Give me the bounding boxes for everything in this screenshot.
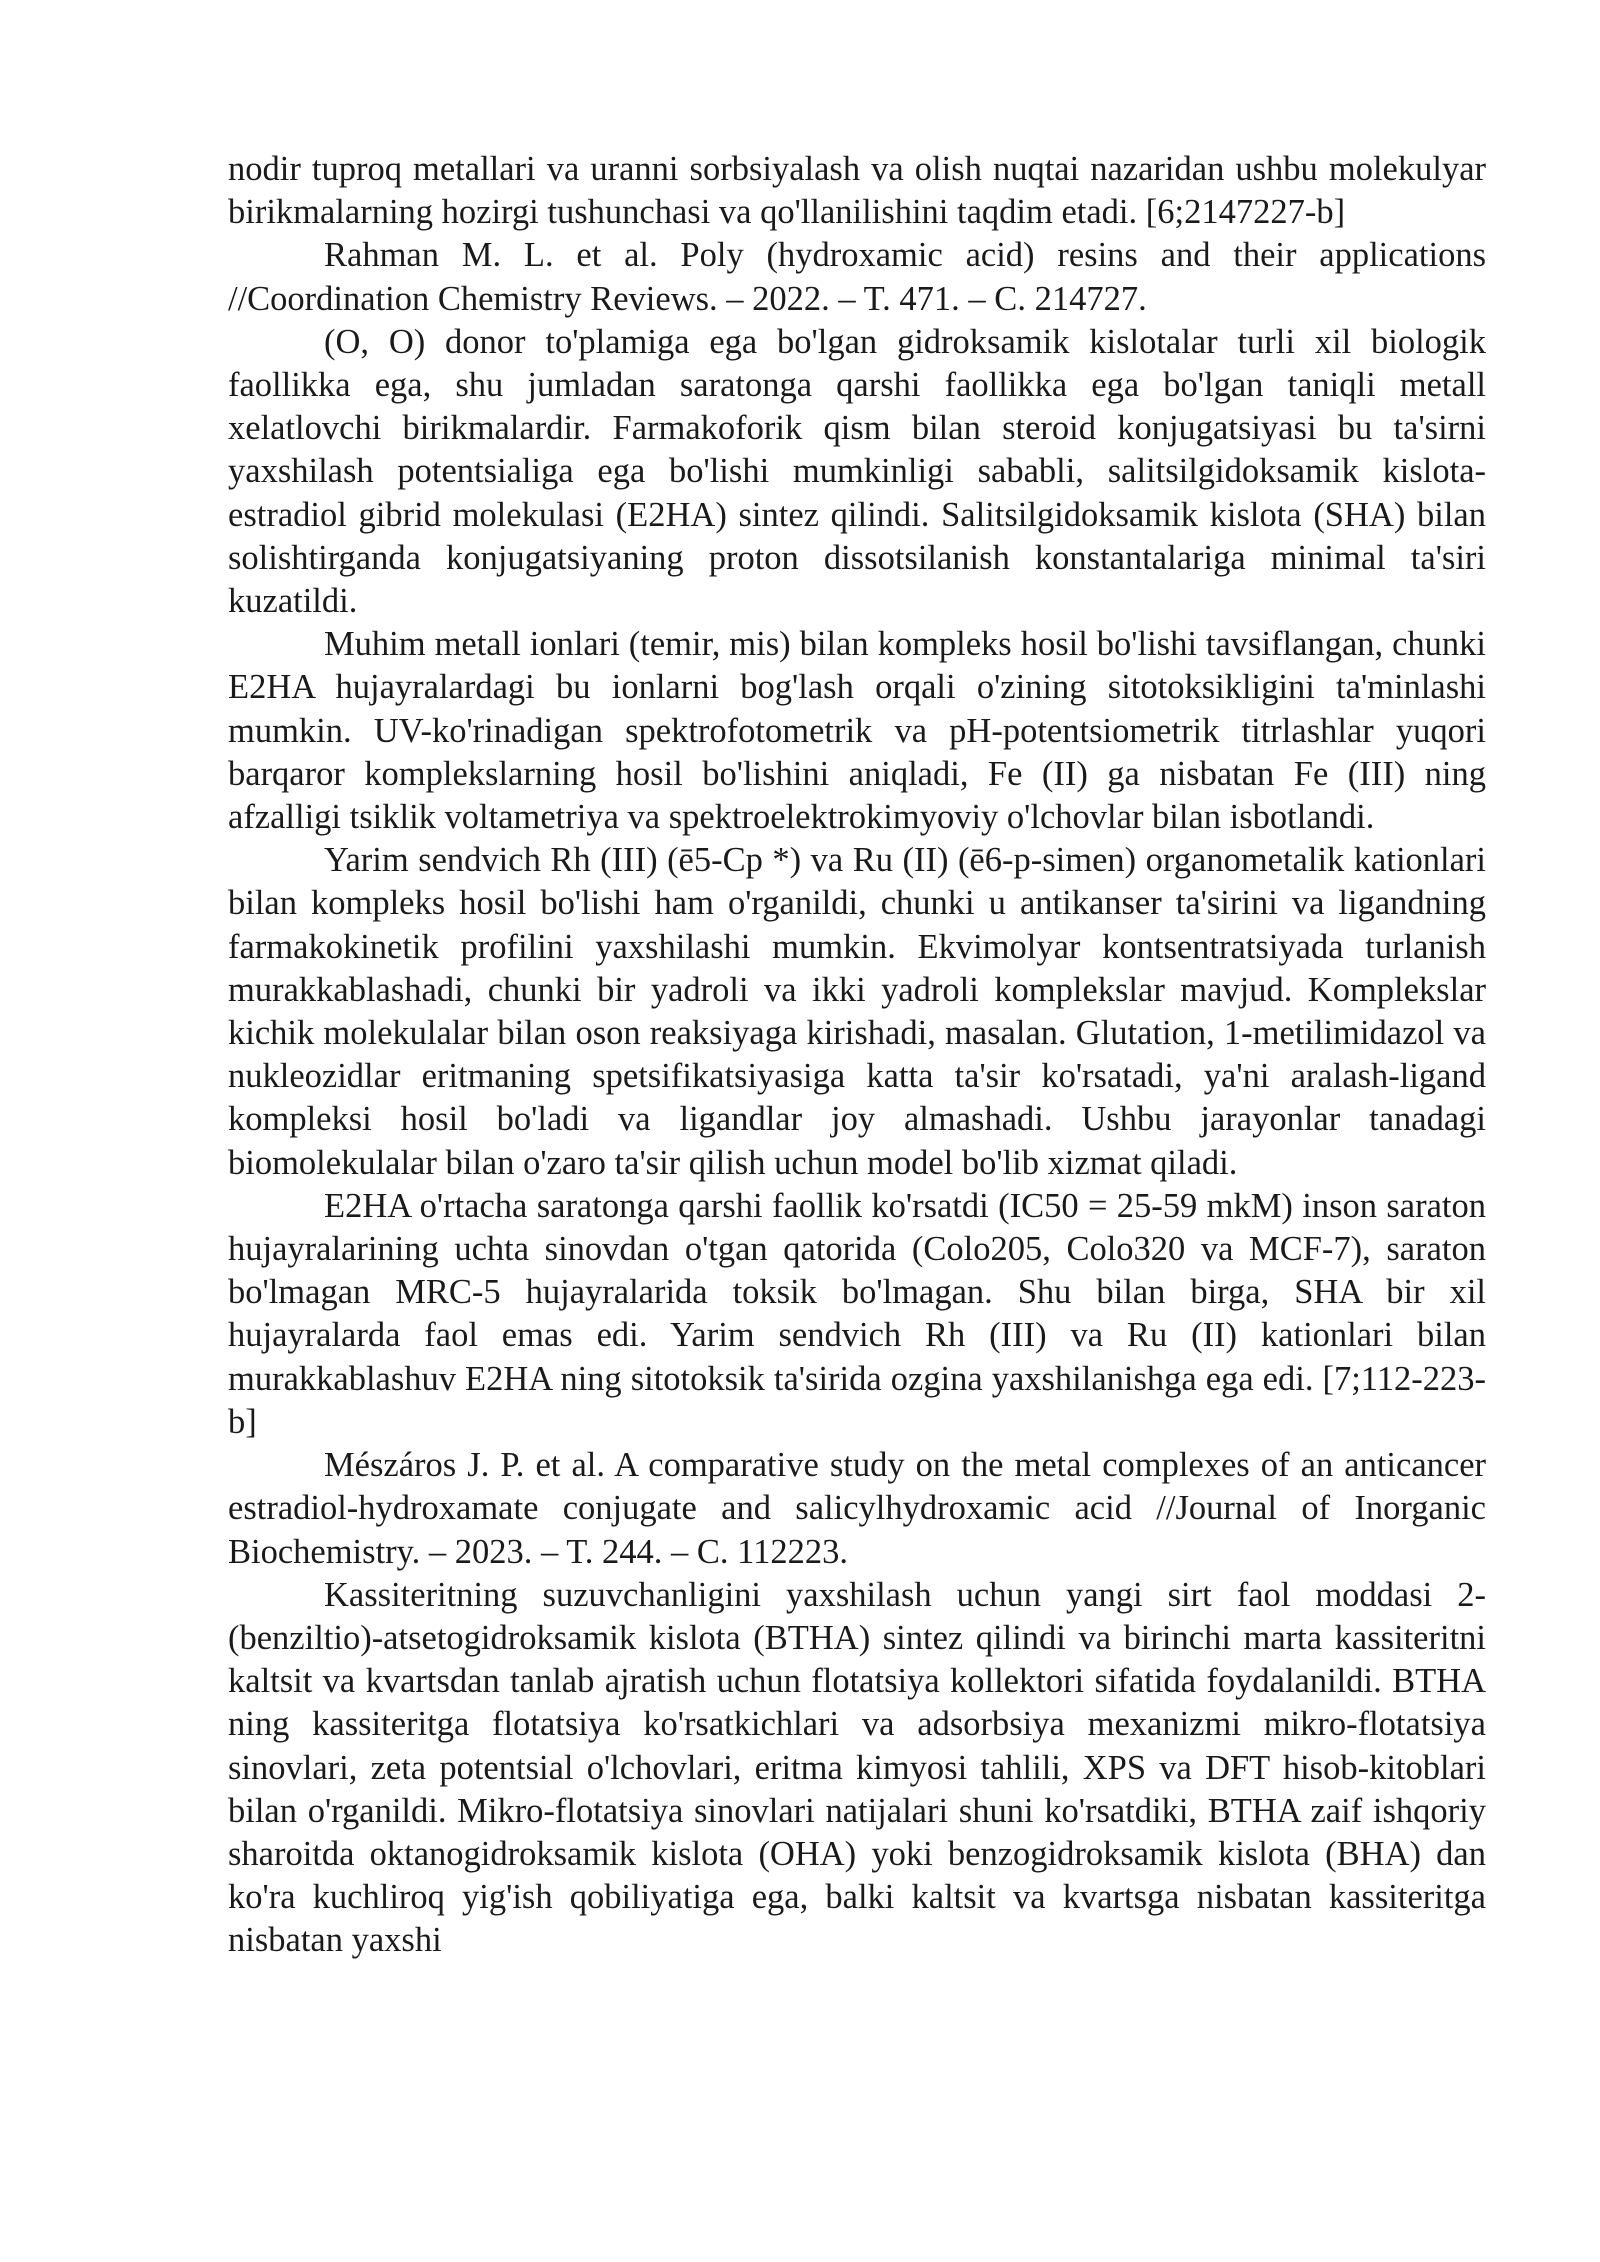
reference-rahman: Rahman M. L. et al. Poly (hydroxamic acid) resins and their applications //Coordination Chemistry Reviews. – 2022. – T. 471. – C. 214727. (228, 236, 1486, 318)
document-page (228, 148, 1486, 1963)
reference-meszaros: Mészáros J. P. et al. A comparative study on the metal complexes of an anticancer estradiol-hydroxamate conjugate and salicylhydroxamic acid //Journal of Inorganic Biochemistry. – 2023. – T. 244. – C. 112223. (228, 1446, 1486, 1571)
paragraph-continuation: nodir tuproq metallari va uranni sorbsiyalash va olish nuqtai nazaridan ushbu molekulyar birikmalarning hozirgi tushunchasi va qo'llanilishini taqdim etadi. [6;2147227-b] (228, 150, 1486, 232)
paragraph-half-sandwich: Yarim sendvich Rh (III) (ē5-Cp *) va Ru (II) (ē6-p-simen) organometalik kationlari bilan kompleks hosil bo'lishi ham o'rganildi, chunki u antikanser ta'sirini va ligandning farmakokinetik profilini yaxshilashi mumkin. Ekvimolyar kontsentratsiyada turlanish murakkablashadi, chunki bir yadroli va ikki yadroli komplekslar mavjud. Komplekslar kichik molekulalar bilan oson reaksiyaga kirishadi, masalan. Glutation, 1-metilimidazol va nukleozidlar eritmaning spetsifikatsiyasiga katta ta'sir ko'rsatadi, ya'ni aralash-ligand kompleksi hosil bo'ladi va ligandlar joy almashadi. Ushbu jarayonlar tanadagi biomolekulalar bilan o'zaro ta'sir qilish uchun model bo'lib xizmat qiladi. (228, 841, 1486, 1182)
paragraph-anticancer-activity: E2HA o'rtacha saratonga qarshi faollik ko'rsatdi (IC50 = 25-59 mkM) inson saraton hujayralarining uchta sinovdan o'tgan qatorida (Colo205, Colo320 va MCF-7), saraton bo'lmagan MRC-5 hujayralarida toksik bo'lmagan. Shu bilan birga, SHA bir xil hujayralarda faol emas edi. Yarim sendvich Rh (III) va Ru (II) kationlari bilan murakkablashuv E2HA ning sitotoksik ta'sirida ozgina yaxshilanishga ega edi. [7;112-223-b] (228, 1186, 1486, 1441)
paragraph-metal-ions: Muhim metall ionlari (temir, mis) bilan kompleks hosil bo'lishi tavsiflangan, chunki E2HA hujayralardagi bu ionlarni bog'lash orqali o'zining sitotoksikligini ta'minlashi mumkin. UV-ko'rinadigan spektrofotometrik va pH-potentsiometrik titrlashlar yuqori barqaror komplekslarning hosil bo'lishini aniqladi, Fe (II) ga nisbatan Fe (III) ning afzalligi tsiklik voltametriya va spektroelektrokimyoviy o'lchovlar bilan isbotlandi. (228, 625, 1486, 837)
paragraph-hydroxamic-acids: (O, O) donor to'plamiga ega bo'lgan gidroksamik kislotalar turli xil biologik faollikka ega, shu jumladan saratonga qarshi faollikka ega bo'lgan taniqli metall xelatlovchi birikmalardir. Farmakoforik qism bilan steroid konjugatsiyasi bu ta'sirni yaxshilash potentsialiga ega bo'lishi mumkinligi sababli, salitsilgidoksamik kislota-estradiol gibrid molekulasi (E2HA) sintez qilindi. Salitsilgidoksamik kislota (SHA) bilan solishtirganda konjugatsiyaning proton dissotsilanish konstantalariga minimal ta'siri kuzatildi. (228, 322, 1486, 621)
paragraph-cassiterite-flotation: Kassiteritning suzuvchanligini yaxshilash uchun yangi sirt faol moddasi 2-(benziltio)-atsetogidroksamik kislota (BTHA) sintez qilindi va birinchi marta kassiteritni kaltsit va kvartsdan tanlab ajratish uchun flotatsiya kollektori sifatida foydalanildi. BTHA ning kassiteritga flotatsiya ko'rsatkichlari va adsorbsiya mexanizmi mikro-flotatsiya sinovlari, zeta potentsial o'lchovlari, eritma kimyosi tahlili, XPS va DFT hisob-kitoblari bilan o'rganildi. Mikro-flotatsiya sinovlari natijalari shuni ko'rsatdiki, BTHA zaif ishqoriy sharoitda oktanogidroksamik kislota (OHA) yoki benzogidroksamik kislota (BHA) dan ko'ra kuchliroq yig'ish qobiliyatiga ega, balki kaltsit va kvartsga nisbatan kassiteritga nisbatan yaxshi (228, 1575, 1486, 1960)
